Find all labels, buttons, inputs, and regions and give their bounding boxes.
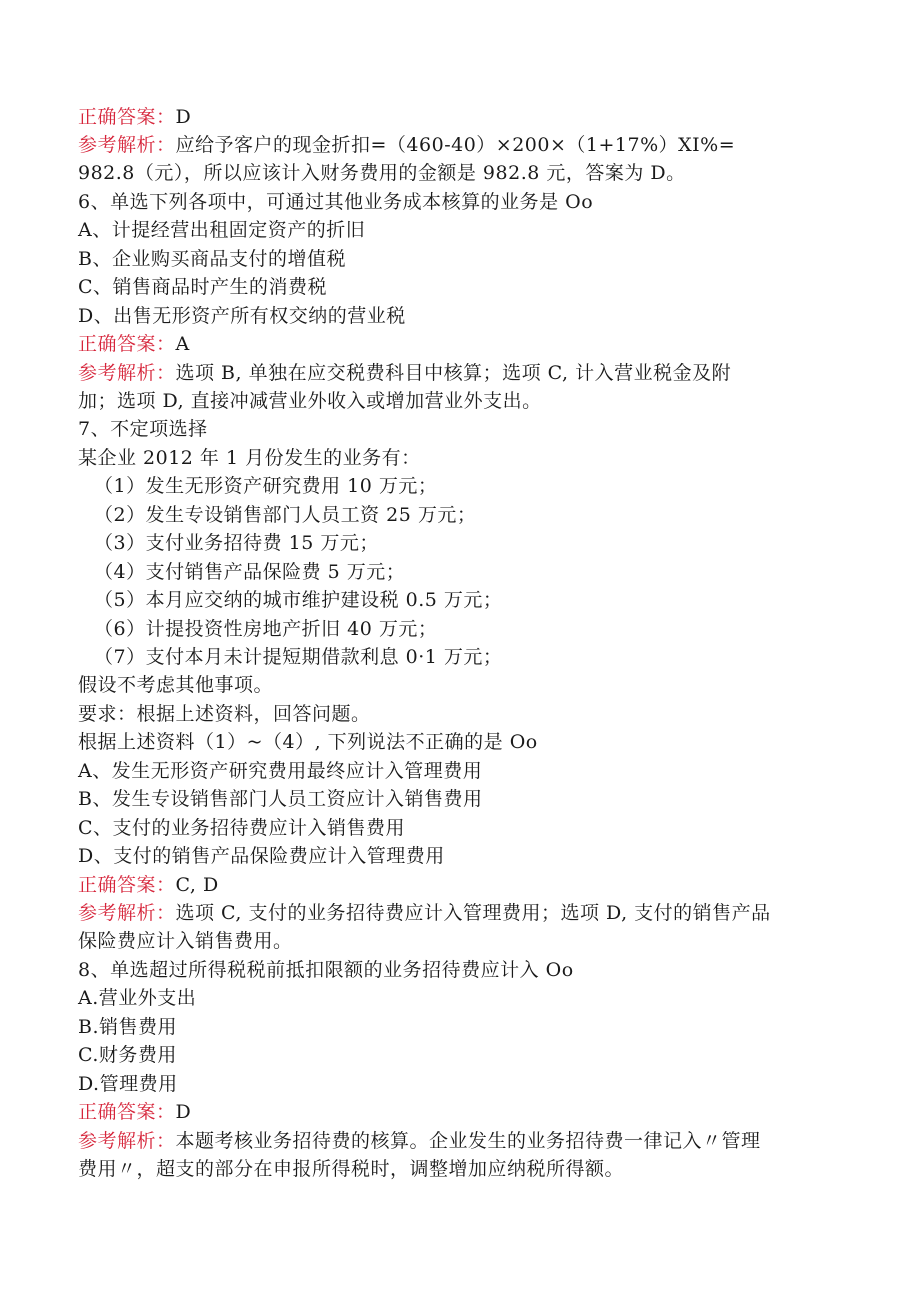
q5-answer: D (175, 106, 192, 128)
q8-answer: D (175, 1101, 192, 1123)
q8-answer-line (78, 1098, 880, 1126)
q6-stem: 6、单选下列各项中，可通过其他业务成本核算的业务是 Oo (78, 191, 594, 213)
q7-intro: 某企业 2012 年 1 月份发生的业务有： (78, 447, 421, 469)
q7-option-c: C、支付的业务招待费应计入销售费用 (78, 817, 406, 839)
q7-item-2: （2）发生专设销售部门人员工资 25 万元； (94, 504, 477, 526)
q6-option-d: D、出售无形资产所有权交纳的营业税 (78, 305, 406, 327)
answer-label: 正确答案： (78, 874, 176, 896)
q7-answer: C, D (175, 874, 219, 896)
q7-title: 7、不定项选择 (78, 418, 208, 440)
q5-answer-line (78, 103, 880, 131)
answer-label: 正确答案： (78, 106, 176, 128)
q5-analysis-2: 982.8（元），所以应该计入财务费用的金额是 982.8 元，答案为 D。 (78, 162, 686, 184)
q6-option-a: A、计提经营出租固定资产的折旧 (78, 219, 366, 241)
q7-analysis-line (78, 899, 880, 927)
q8-option-c: C.财务费用 (78, 1044, 177, 1066)
analysis-label: 参考解析： (78, 362, 176, 384)
answer-label: 正确答案： (78, 333, 176, 355)
q6-option-b: B、企业购买商品支付的增值税 (78, 248, 346, 270)
q8-option-d: D.管理费用 (78, 1073, 178, 1095)
q7-item-6: （6）计提投资性房地产折旧 40 万元； (94, 618, 438, 640)
q8-option-a: A.营业外支出 (78, 987, 197, 1009)
analysis-label: 参考解析： (78, 902, 176, 924)
q7-option-a: A、发生无形资产研究费用最终应计入管理费用 (78, 760, 483, 782)
q6-analysis-1: 选项 B, 单独在应交税费科目中核算；选项 C, 计入营业税金及附 (175, 362, 732, 384)
q7-answer-line (78, 871, 880, 899)
analysis-label: 参考解析： (78, 1130, 176, 1152)
q6-answer: A (175, 333, 190, 355)
q5-analysis-line (78, 131, 880, 159)
q7-analysis-1: 选项 C, 支付的业务招待费应计入管理费用；选项 D, 支付的销售产品 (175, 902, 771, 924)
answer-label: 正确答案： (78, 1101, 176, 1123)
analysis-label: 参考解析： (78, 134, 176, 156)
q8-stem: 8、单选超过所得税税前抵扣限额的业务招待费应计入 Oo (78, 959, 574, 981)
q7-item-3: （3）支付业务招待费 15 万元； (94, 532, 379, 554)
q6-answer-line (78, 330, 880, 358)
q8-analysis-1: 本题考核业务招待费的核算。企业发生的业务招待费一律记入〃管理 (175, 1130, 761, 1152)
q6-analysis-line (78, 359, 880, 387)
q7-item-4: （4）支付销售产品保险费 5 万元； (94, 561, 406, 583)
q7-assume: 假设不考虑其他事项。 (78, 674, 274, 696)
q8-analysis-2: 费用〃，超支的部分在申报所得税时，调整增加应纳税所得额。 (78, 1158, 625, 1180)
q8-analysis-line (78, 1127, 880, 1155)
q8-option-b: B.销售费用 (78, 1016, 178, 1038)
q7-analysis-2: 保险费应计入销售费用。 (78, 930, 293, 952)
q7-item-7: （7）支付本月未计提短期借款利息 0·1 万元； (94, 646, 503, 668)
q5-analysis-1: 应给予客户的现金折扣=（460-40）×200×（1+17%）XI%= (175, 134, 736, 156)
q7-item-5: （5）本月应交纳的城市维护建设税 0.5 万元； (94, 589, 503, 611)
q6-option-c: C、销售商品时产生的消费税 (78, 276, 328, 298)
q7-requirement: 要求：根据上述资料，回答问题。 (78, 703, 371, 725)
q7-stem: 根据上述资料（1）~（4）, 下列说法不正确的是 Oo (78, 731, 538, 753)
q6-analysis-2: 加；选项 D, 直接冲减营业外收入或增加营业外支出。 (78, 390, 542, 412)
q7-option-d: D、支付的销售产品保险费应计入管理费用 (78, 845, 445, 867)
q7-option-b: B、发生专设销售部门人员工资应计入销售费用 (78, 788, 483, 810)
q7-item-1: （1）发生无形资产研究费用 10 万元； (94, 475, 438, 497)
